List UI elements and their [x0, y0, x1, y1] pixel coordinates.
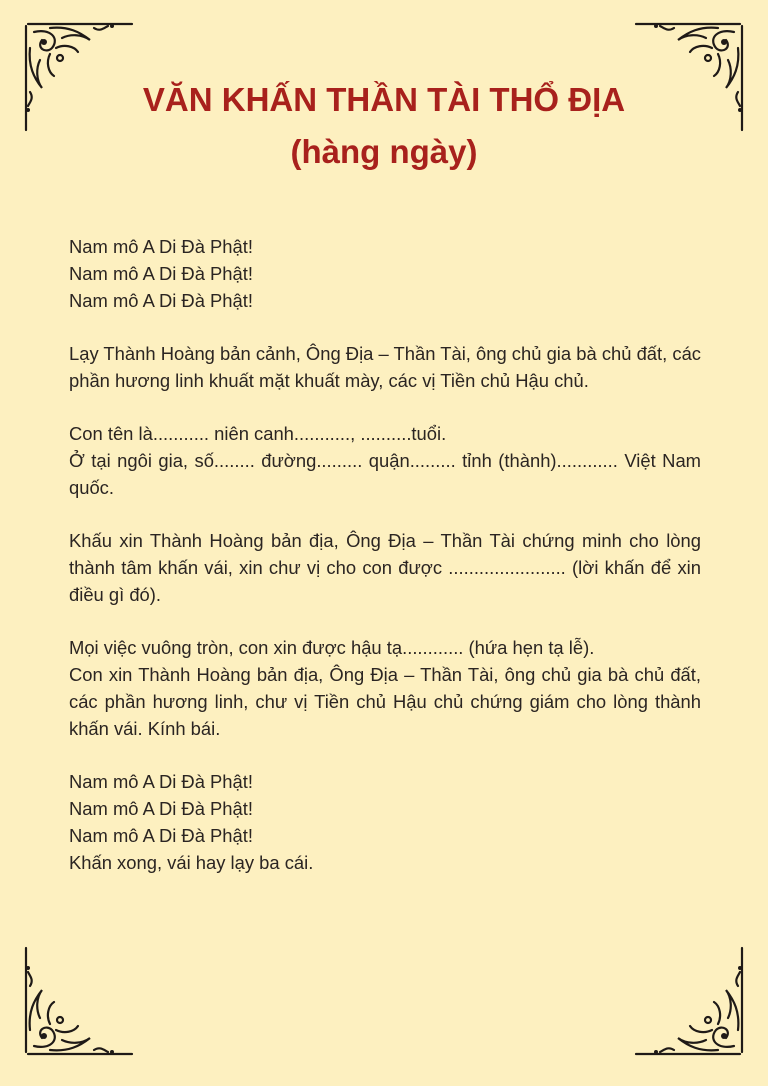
corner-ornament-icon	[20, 942, 138, 1060]
corner-ornament-icon	[630, 942, 748, 1060]
paragraph-request: Khấu xin Thành Hoàng bản địa, Ông Địa – Thần Tài chứng minh cho lòng thành tâm khấn vái, xin chư vị cho con được ....................... (lời khấn để xin điều gì đó).	[69, 530, 701, 605]
invocation-line: Nam mô A Di Đà Phật!	[69, 263, 253, 284]
paragraph-promise	[69, 634, 701, 742]
promise-line: Mọi việc vuông tròn, con xin được hậu tạ............ (hứa hẹn tạ lễ).	[69, 637, 595, 658]
prayer-text	[69, 233, 701, 902]
title-line-1: VĂN KHẤN THẦN TÀI THỔ ĐỊA	[142, 81, 626, 118]
closing-instruction: Khấn xong, vái hay lạy ba cái.	[69, 852, 314, 873]
witness-line: Con xin Thành Hoàng bản địa, Ông Địa – Thần Tài, ông chủ gia bà chủ đất, các phần hương linh, chư vị Tiền chủ Hậu chủ chứng giám cho lòng thành khấn vái. Kính bái.	[69, 664, 701, 739]
title-line-2: (hàng ngày)	[290, 133, 478, 170]
identity-address-line: Ở tại ngôi gia, số........ đường......... quận......... tỉnh (thành)............ Việt Nam quốc.	[69, 450, 701, 498]
invocation-line: Nam mô A Di Đà Phật!	[69, 825, 253, 846]
page-title	[0, 74, 768, 178]
invocation-line: Nam mô A Di Đà Phật!	[69, 236, 253, 257]
closing-invocation	[69, 768, 701, 876]
invocation-line: Nam mô A Di Đà Phật!	[69, 771, 253, 792]
identity-name-line: Con tên là........... niên canh..........., ..........tuổi.	[69, 423, 447, 444]
paragraph-address: Lạy Thành Hoàng bản cảnh, Ông Địa – Thần Tài, ông chủ gia bà chủ đất, các phần hương linh khuất mặt khuất mày, các vị Tiền chủ Hậu chủ.	[69, 343, 701, 391]
invocation-line: Nam mô A Di Đà Phật!	[69, 290, 253, 311]
invocation-line: Nam mô A Di Đà Phật!	[69, 798, 253, 819]
paragraph-identity	[69, 420, 701, 501]
opening-invocation	[69, 233, 701, 314]
